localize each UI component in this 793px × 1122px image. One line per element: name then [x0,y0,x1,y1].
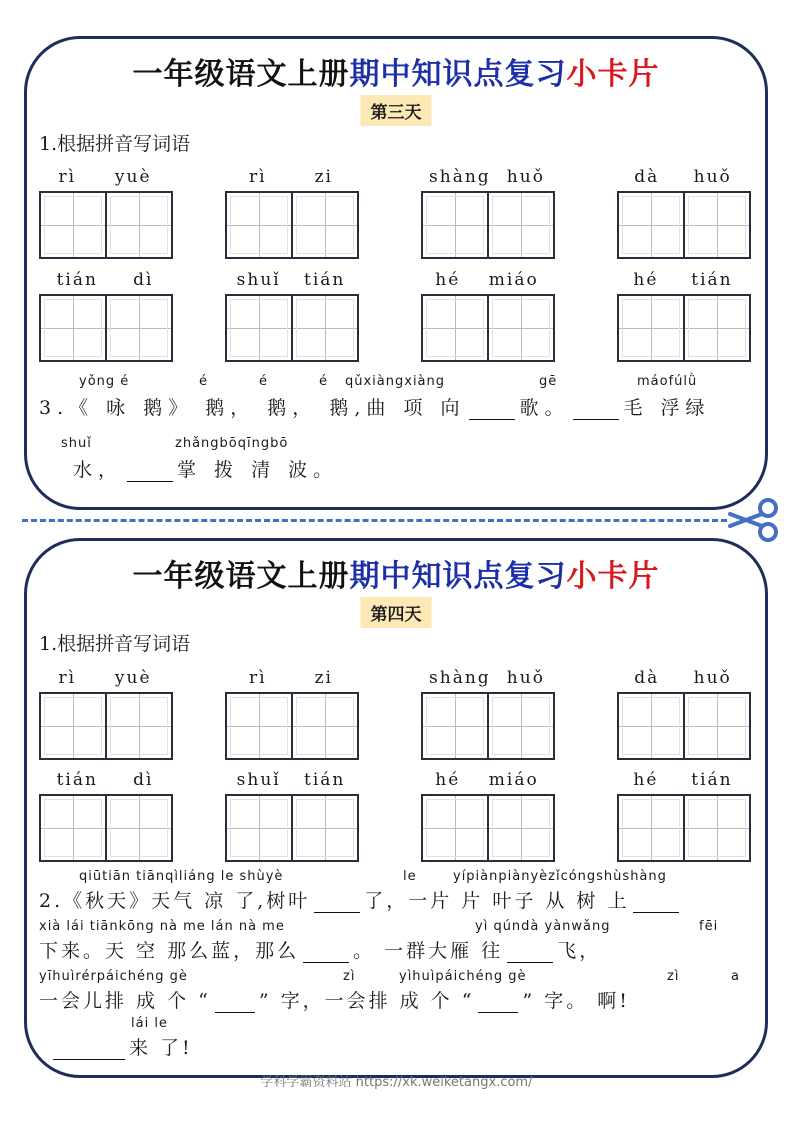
writing-grid-box[interactable] [617,294,685,362]
pinyin-annotation: yì qúndà yànwǎng [475,919,611,934]
pinyin-annotation: qiūtiān tiānqìliáng le shùyè [79,869,284,884]
writing-grid-box[interactable] [421,692,489,760]
writing-grid-box[interactable] [487,294,555,362]
review-card-day4: 一年级语文上册期中知识点复习小卡片 第四天 1.根据拼音写词语 rì yuè rì zi shàng huǒ dà huǒ tián dì shuǐ tián hé miáo hé tián qiūtiān tiānqìliáng le shùyè le yípiànpiànyèzǐcóngshùshàng 2.《秋天》天气 凉 了,树叶 了，一片 片 叶子 从 树 上 xià lái tiānkōng nà me lán nà me yì qúndà yànwǎng fēi 下来。天 空 那么蓝，那么 。 一群大雁 往 飞， yīhuìrérpáichéng gè zì yìhuìpáichéng gè zì a 一会儿排 成 个 “ ” 字，一会排 成 个 “ ” 字。 啊! lái le 来 了! [24,538,768,1078]
answer-blank[interactable] [53,1059,125,1060]
writing-grid-box[interactable] [617,794,685,862]
review-card-day3: 一年级语文上册期中知识点复习小卡片 第三天 1.根据拼音写词语 rì yuè rì zi shàng huǒ dà huǒ tián dì shuǐ tián hé miáo hé tián yǒng é é é é qǔxiàngxiàng gē máofúlǜ 3.《 咏 鹅》 鹅， 鹅， 鹅,曲 项 向 歌。 毛 浮绿 shuǐ zhǎngbōqīngbō 水， 掌 拨 清 波。 [24,36,768,510]
text-line: 下来。天 空 那么蓝，那么 。 一群大雁 往 飞， [39,940,602,962]
writing-grid-box[interactable] [291,294,359,362]
pinyin-annotation: lái le [131,1016,168,1031]
section-heading: 1.根据拼音写词语 [39,633,191,655]
answer-blank[interactable] [573,419,619,420]
writing-grid-box[interactable] [105,191,173,259]
pinyin-annotation: gē [539,374,558,389]
writing-grid-box[interactable] [487,191,555,259]
writing-grid-box[interactable] [225,794,293,862]
writing-grid-box[interactable] [421,191,489,259]
pinyin-annotation: shuǐ [61,436,92,451]
section-heading: 1.根据拼音写词语 [39,133,191,155]
writing-grid-box[interactable] [291,692,359,760]
day-label: 第四天 [361,597,432,628]
writing-grid-box[interactable] [683,294,751,362]
answer-blank[interactable] [507,962,553,963]
card-title: 一年级语文上册期中知识点复习小卡片 [132,559,660,594]
writing-grid-box[interactable] [683,794,751,862]
pinyin-annotation: zhǎngbōqīngbō [175,436,289,451]
writing-grid-box[interactable] [291,794,359,862]
writing-grid-box[interactable] [225,191,293,259]
pinyin-annotation: yǒng é [79,374,130,389]
text-line: 一会儿排 成 个 “ ” 字，一会排 成 个 “ ” 字。 啊! [39,990,630,1012]
writing-grid-box[interactable] [421,294,489,362]
answer-blank[interactable] [478,1012,518,1013]
pinyin-annotation: zì [343,969,356,984]
pinyin-annotation: yípiànpiànyèzǐcóngshùshàng [453,869,667,884]
writing-grid-box[interactable] [487,794,555,862]
answer-blank[interactable] [215,1012,255,1013]
answer-blank[interactable] [314,912,360,913]
poem-line: 水， 掌 拨 清 波。 [73,459,339,481]
pinyin-annotation: yīhuìrérpáichéng gè [39,969,188,984]
writing-grid-box[interactable] [683,692,751,760]
writing-grid-box[interactable] [39,794,107,862]
pinyin-annotation: yìhuìpáichéng gè [399,969,527,984]
poem-line: 3.《 咏 鹅》 鹅， 鹅， 鹅,曲 项 向 歌。 毛 浮绿 [39,397,711,419]
pinyin-annotation: máofúlǜ [637,374,698,389]
pinyin-annotation: é [259,374,268,389]
pinyin-annotation: xià lái tiānkōng nà me lán nà me [39,919,285,934]
writing-grid-box[interactable] [617,191,685,259]
answer-blank[interactable] [469,419,515,420]
day-label: 第三天 [361,95,432,126]
pinyin-annotation: é [199,374,208,389]
writing-grid-box[interactable] [105,692,173,760]
pinyin-annotation: fēi [699,919,719,934]
pinyin-annotation: é [319,374,328,389]
writing-grid-box[interactable] [39,692,107,760]
scissors-icon [726,492,782,548]
writing-grid-box[interactable] [487,692,555,760]
answer-blank[interactable] [127,481,173,482]
pinyin-annotation: qǔxiàngxiàng [345,374,446,389]
text-line: 2.《秋天》天气 凉 了,树叶 了，一片 片 叶子 从 树 上 [39,886,683,913]
writing-grid-box[interactable] [683,191,751,259]
writing-grid-box[interactable] [105,294,173,362]
answer-blank[interactable] [303,962,349,963]
card-title: 一年级语文上册期中知识点复习小卡片 [132,57,660,92]
text-line: 来 了! [49,1033,193,1060]
footer-source: 学科学霸资料站 https://xk.weiketangx.com/ [260,1075,533,1090]
writing-grid-box[interactable] [421,794,489,862]
writing-grid-box[interactable] [225,294,293,362]
writing-grid-box[interactable] [291,191,359,259]
pinyin-annotation: a [731,969,740,984]
writing-grid-box[interactable] [39,191,107,259]
writing-grid-box[interactable] [617,692,685,760]
writing-grid-box[interactable] [225,692,293,760]
writing-grid-box[interactable] [105,794,173,862]
writing-grid-box[interactable] [39,294,107,362]
answer-blank[interactable] [633,912,679,913]
pinyin-annotation: zì [667,969,680,984]
pinyin-annotation: le [403,869,417,884]
cut-line [22,519,727,522]
